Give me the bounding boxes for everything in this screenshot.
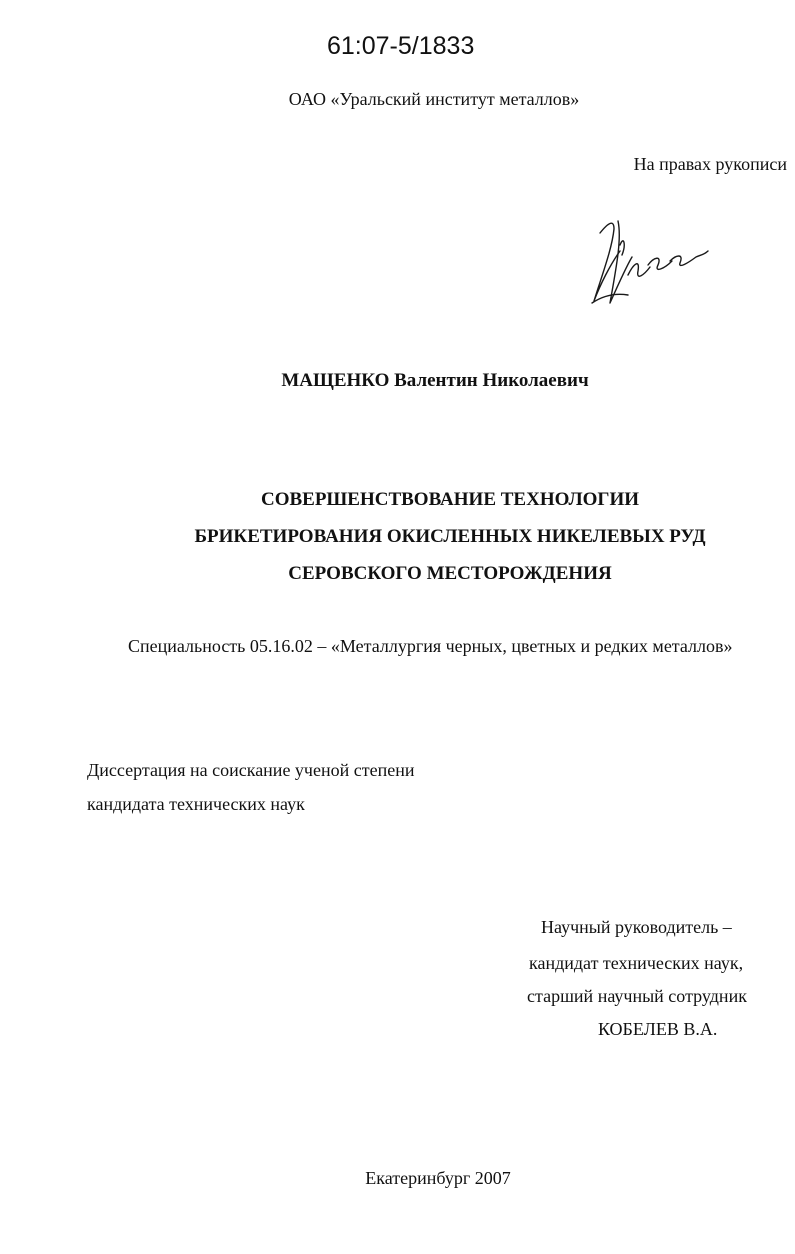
organization-name: ОАО «Уральский институт металлов» xyxy=(288,89,580,109)
dissertation-title-line: СЕРОВСКОГО МЕСТОРОЖДЕНИЯ xyxy=(288,563,612,584)
author-name: МАЩЕНКО Валентин Николаевич xyxy=(281,370,589,391)
catalog-number: 61:07-5/1833 xyxy=(327,32,475,60)
specialty-line: Специальность 05.16.02 – «Металлургия черных, цветных и редких металлов» xyxy=(128,636,733,656)
city-and-year: Екатеринбург 2007 xyxy=(365,1168,511,1188)
supervisor-name: КОБЕЛЕВ В.А. xyxy=(598,1019,718,1039)
degree-statement-line: Диссертация на соискание ученой степени xyxy=(87,760,415,780)
supervisor-role: Научный руководитель – xyxy=(541,917,732,937)
manuscript-rights-note: На правах рукописи xyxy=(633,154,787,174)
supervisor-position: старший научный сотрудник xyxy=(527,986,747,1006)
dissertation-title-line: СОВЕРШЕНСТВОВАНИЕ ТЕХНОЛОГИИ xyxy=(260,489,640,510)
dissertation-title-line: БРИКЕТИРОВАНИЯ ОКИСЛЕННЫХ НИКЕЛЕВЫХ РУД xyxy=(194,526,706,547)
supervisor-degree: кандидат технических наук, xyxy=(529,953,744,973)
author-signature xyxy=(588,215,712,307)
degree-statement-line: кандидата технических наук xyxy=(87,794,305,814)
